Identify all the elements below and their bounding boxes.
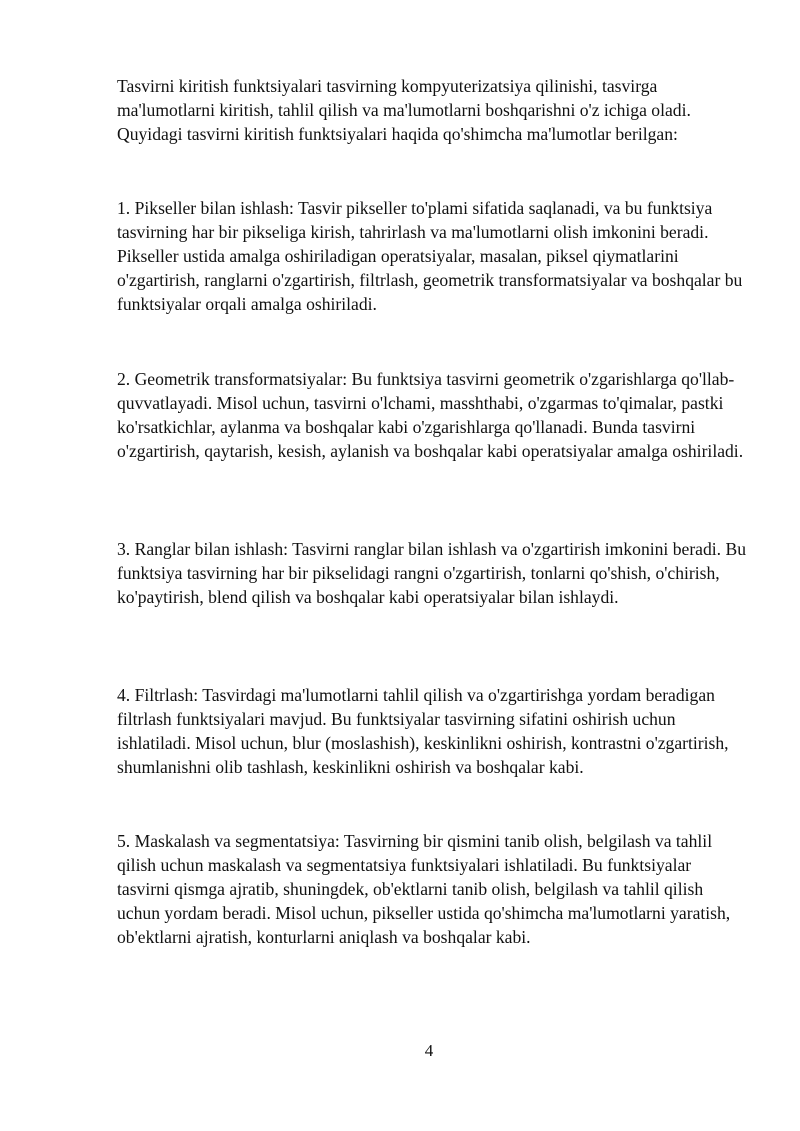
list-item-filtrlash: 4. Filtrlash: Tasvirdagi ma'lumotlarni tahlil qilish va o'zgartirishga yordam beradigan filtrlash funktsiyalari mavjud. Bu funktsiyalar tasvirning sifatini oshirish uchun ishlatiladi. Misol uchun, blur (moslashish), keskinlikni oshirish, kontrastni o'zgartirish, shumlanishni olib tashlash, keskinlikni oshirish va boshqalar kabi. (117, 685, 729, 777)
page-number: 4 (424, 1041, 434, 1060)
intro-paragraph: Tasvirni kiritish funktsiyalari tasvirning kompyuterizatsiya qilinishi, tasvirga ma'lumotlarni kiritish, tahlil qilish va ma'lumotlarni boshqarishni o'z ichiga oladi. Quyidagi tasvirni kiritish funktsiyalari haqida qo'shimcha ma'lumotlar berilgan: (117, 76, 691, 144)
list-item-maskalash: 5. Maskalash va segmentatsiya: Tasvirning bir qismini tanib olish, belgilash va tahlil qilish uchun maskalash va segmentatsiya funktsiyalari ishlatiladi. Bu funktsiyalar tasvirni qismga ajratib, shuningdek, ob'ektlarni tanib olish, belgilash va tahlil qilish uchun yordam beradi. Misol uchun, pikseller ustida qo'shimcha ma'lumotlarni yaratish, ob'ektlarni ajratish, konturlarni aniqlash va boshqalar kabi. (117, 831, 731, 947)
list-item-ranglar: 3. Ranglar bilan ishlash: Tasvirni ranglar bilan ishlash va o'zgartirish imkonini beradi. Bu funktsiya tasvirning har bir pikselidagi rangni o'zgartirish, tonlarni qo'shish, o'chirish, ko'paytirish, blend qilish va boshqalar kabi operatsiyalar bilan ishlaydi. (117, 539, 747, 607)
list-item-geometrik: 2. Geometrik transformatsiyalar: Bu funktsiya tasvirni geometrik o'zgarishlarga qo'llab-quvvatlayadi. Misol uchun, tasvirni o'lchami, masshthabi, o'zgarmas to'qimalar, pastki ko'rsatkichlar, aylanma va boshqalar kabi o'zgarishlarga qo'llanadi. Bunda tasvirni o'zgartirish, qaytarish, kesish, aylanish va boshqalar kabi operatsiyalar amalga oshiriladi. (117, 369, 744, 461)
list-item-pikseller: 1. Pikseller bilan ishlash: Tasvir pikseller to'plami sifatida saqlanadi, va bu funktsiya tasvirning har bir pikseliga kirish, tahrirlash va ma'lumotlarni olish imkonini beradi. Pikseller ustida amalga oshiriladigan operatsiyalar, masalan, piksel qiymatlarini o'zgartirish, ranglarni o'zgartirish, filtrlash, geometrik transformatsiyalar va boshqalar bu funktsiyalar orqali amalga oshiriladi. (117, 198, 743, 314)
